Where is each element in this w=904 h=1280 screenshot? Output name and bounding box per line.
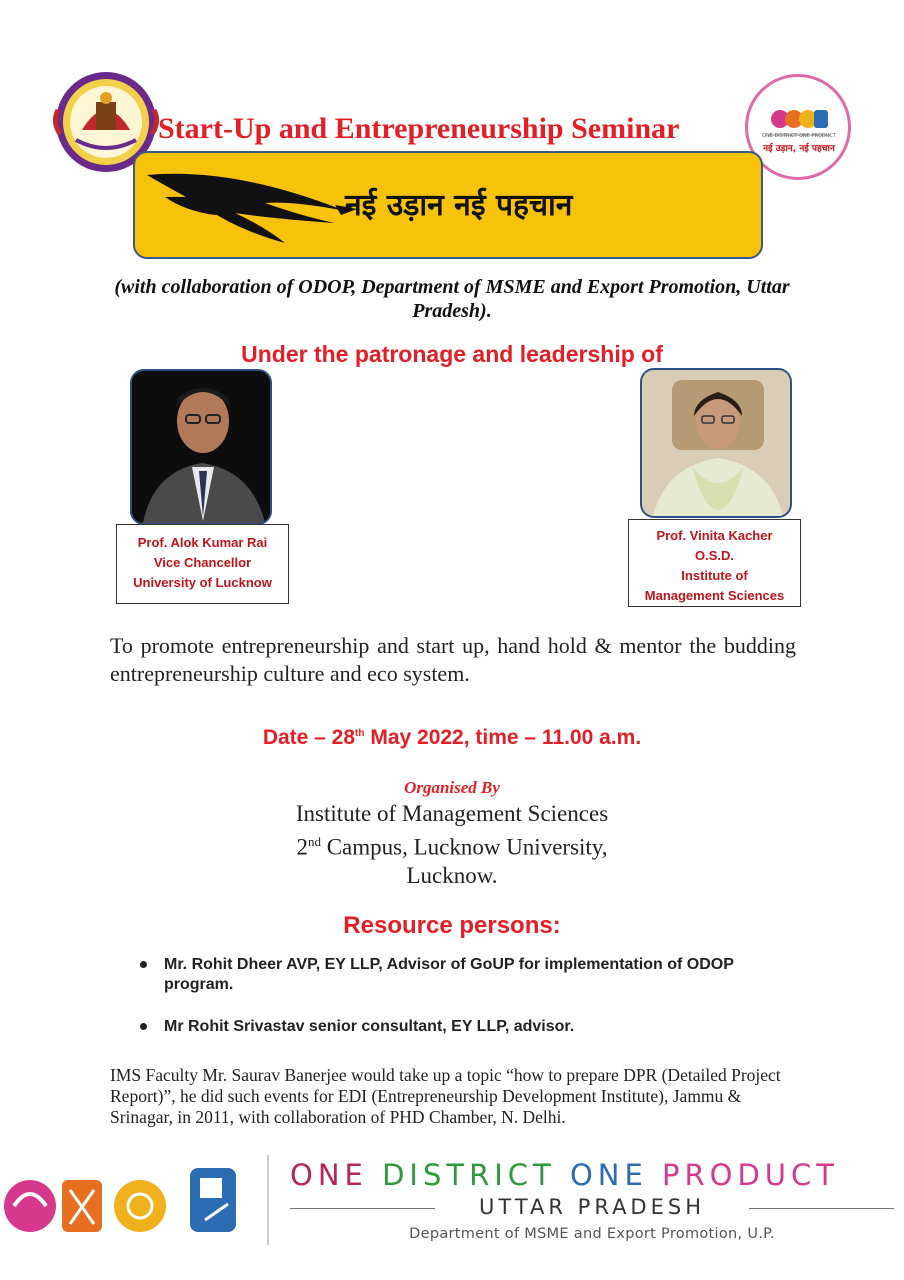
organiser-line1: Institute of Management Sciences bbox=[295, 801, 609, 826]
bullet-icon bbox=[140, 1023, 147, 1030]
collaboration-note: (with collaboration of ODOP, Department of MSME and Export Promotion, Uttar Pradesh). bbox=[114, 276, 790, 322]
list-item bbox=[136, 1017, 806, 1037]
odop-footer-logo bbox=[0, 1160, 250, 1238]
list-item bbox=[136, 955, 806, 995]
date-prefix: Date – 28 bbox=[262, 726, 356, 749]
mission-statement: To promote entrepreneurship and start up, hand hold & mentor the budding entrepreneurship culture and eco system. bbox=[110, 633, 796, 686]
date-ordinal: th bbox=[355, 728, 365, 739]
patron-role: Vice Chancellor bbox=[153, 555, 252, 570]
state-rule-right bbox=[749, 1208, 894, 1209]
odop-badge-caption: ONE DISTRICT ONE PRODUCT bbox=[762, 133, 836, 139]
patron-role: O.S.D. bbox=[694, 548, 734, 563]
patron-org-line1: Institute of bbox=[681, 568, 748, 583]
odop-title bbox=[290, 1158, 900, 1192]
patron-name: Prof. Alok Kumar Rai bbox=[137, 535, 268, 550]
bird-icon bbox=[145, 157, 365, 255]
organiser-address bbox=[200, 800, 704, 890]
faculty-note: IMS Faculty Mr. Saurav Banerjee would take up a topic “how to prepare DPR (Detailed Project Report)”, he did such events for EDI (Entrepreneurship Development Institute), Jammu & Srinagar, in 2011, with collaboration of PHD Chamber, N. Delhi. bbox=[110, 1065, 781, 1127]
resource-persons-list bbox=[136, 955, 806, 1059]
event-date bbox=[100, 726, 804, 750]
odop-word-one-2: ONE bbox=[569, 1158, 648, 1192]
page-title: Start-Up and Entrepreneurship Seminar bbox=[158, 112, 680, 145]
odop-badge-tagline: नई उड़ान, नई पहचान bbox=[763, 144, 835, 154]
resource-persons-heading: Resource persons: bbox=[343, 912, 561, 939]
patron-photo-osd bbox=[640, 368, 792, 518]
department-name: Department of MSME and Export Promotion, U.P. bbox=[409, 1226, 775, 1242]
organiser-line2 bbox=[200, 828, 704, 862]
tagline-banner bbox=[133, 151, 763, 259]
patron-photo-vc bbox=[130, 369, 272, 525]
resource-person-text: Mr Rohit Srivastav senior consultant, EY LLP, advisor. bbox=[164, 1018, 575, 1035]
odop-word-district: DISTRICT bbox=[382, 1158, 556, 1192]
campus-number: 2 bbox=[296, 834, 308, 860]
resource-person-text: Mr. Rohit Dheer AVP, EY LLP, Advisor of GoUP for implementation of ODOP program. bbox=[164, 956, 734, 993]
odop-word-product: PRODUCT bbox=[662, 1158, 839, 1192]
bullet-icon bbox=[140, 961, 147, 968]
patron-name: Prof. Vinita Kacher bbox=[656, 528, 773, 543]
state-line bbox=[290, 1196, 894, 1220]
state-name: UTTAR PRADESH bbox=[479, 1195, 705, 1219]
footer-divider bbox=[267, 1155, 269, 1245]
organiser-line3: Lucknow. bbox=[406, 862, 498, 888]
banner-hindi-text: नई उड़ान नई पहचान bbox=[345, 188, 573, 223]
campus-ordinal: nd bbox=[307, 834, 321, 849]
campus-text: Campus, Lucknow University, bbox=[320, 834, 608, 860]
patron-nameplate-osd bbox=[628, 519, 801, 607]
date-suffix: May 2022, time – 11.00 a.m. bbox=[364, 726, 642, 749]
patronage-heading: Under the patronage and leadership of bbox=[241, 341, 663, 367]
organised-by-label: Organised By bbox=[404, 778, 500, 797]
patron-nameplate-vc bbox=[116, 524, 289, 604]
patron-org-line2: Management Sciences bbox=[644, 588, 785, 603]
patron-org: University of Lucknow bbox=[133, 575, 272, 590]
odop-word-one: ONE bbox=[290, 1158, 368, 1192]
